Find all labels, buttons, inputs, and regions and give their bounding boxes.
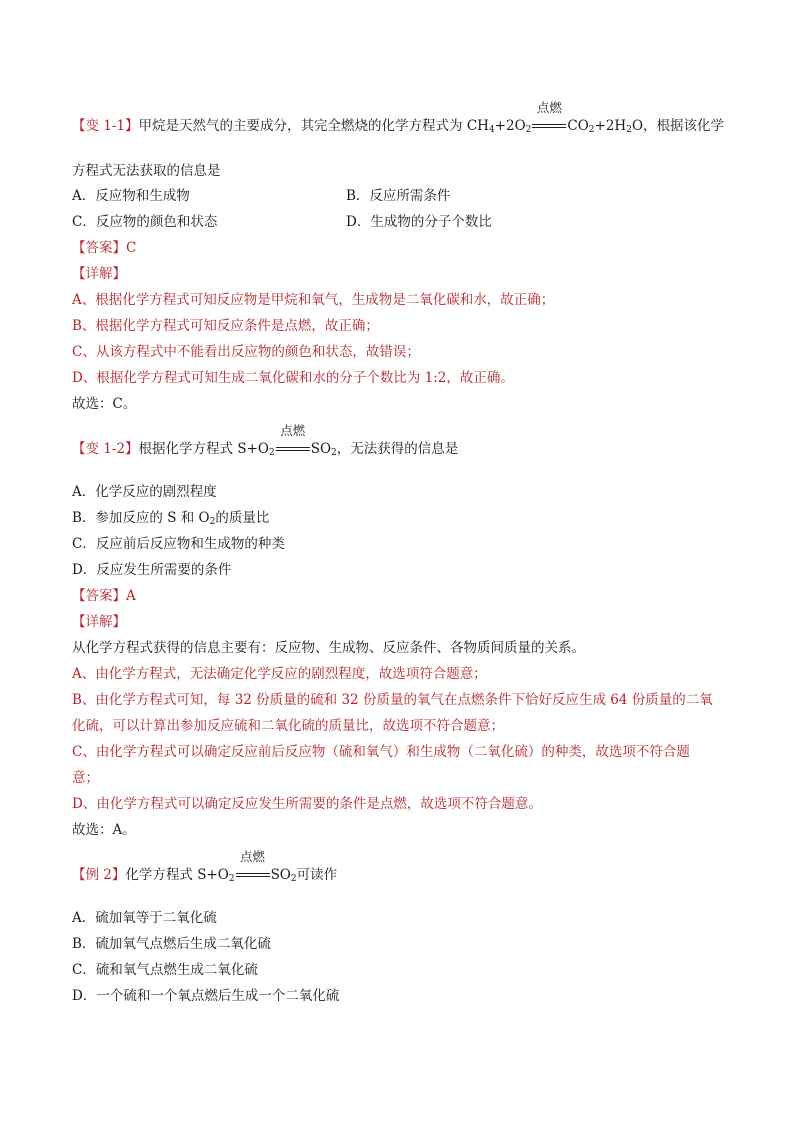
q2-option-a[interactable]: A．化学反应的剧烈程度 bbox=[72, 484, 217, 500]
q2-detail-b2: 化硫，可以计算出参加反应硫和二氧化硫的质量比，故选项不符合题意； bbox=[72, 718, 504, 734]
q2-reaction-arrow bbox=[276, 422, 310, 455]
q1-stem-line2: 方程式无法获取的信息是 bbox=[72, 163, 221, 179]
q2-detail-label: 【详解】 bbox=[72, 614, 126, 630]
q1-detail-b: B、根据化学方程式可知反应条件是点燃，故正确； bbox=[72, 318, 379, 334]
q3-option-b[interactable]: B．硫加氧气点燃后生成二氧化硫 bbox=[72, 936, 271, 952]
q1-eq-o: O bbox=[631, 118, 644, 134]
q1-option-a[interactable]: A．反应物和生成物 bbox=[72, 188, 190, 204]
q2-answer-label: 【答案】 bbox=[72, 588, 126, 604]
q2-detail-c1: C、由化学方程式可以确定反应前后反应物（硫和氧气）和生成物（二氧化硫）的种类，故选项不符合题 bbox=[72, 744, 690, 760]
q3-tag: 【例 2】 bbox=[72, 867, 126, 883]
q3-condition: 点燃 bbox=[240, 848, 266, 864]
q1-eq-sub-4: 4 bbox=[488, 125, 495, 135]
q2-detail-a: A、由化学方程式，无法确定化学反应的剧烈程度，故选项符合题意； bbox=[72, 666, 487, 682]
q3-option-a[interactable]: A．硫加氧等于二氧化硫 bbox=[72, 910, 217, 926]
q2-option-b[interactable] bbox=[72, 508, 269, 528]
q1-condition: 点燃 bbox=[536, 99, 562, 115]
q2-eq-left: S+O bbox=[237, 441, 269, 457]
q1-stem-text: 甲烷是天然气的主要成分，其完全燃烧的化学方程式为 bbox=[138, 118, 467, 134]
q2-option-c[interactable]: C．反应前后反应物和生成物的种类 bbox=[72, 536, 285, 552]
q1-eq-co: CO bbox=[567, 118, 589, 134]
q2-detail-d: D、由化学方程式可以确定反应发生所需要的条件是点燃，故选项不符合题意。 bbox=[72, 796, 542, 812]
q3-option-c[interactable]: C．硫和氧气点燃生成二氧化硫 bbox=[72, 962, 258, 978]
q2-eq-sub-b: 2 bbox=[331, 448, 337, 458]
q3-stem-tail: 可读作 bbox=[296, 867, 338, 883]
q1-detail-c: C、从该方程式中不能看出反应物的颜色和状态，故错误； bbox=[72, 344, 420, 360]
q2-answer bbox=[72, 586, 136, 606]
q3-eq-sub-b: 2 bbox=[290, 874, 297, 884]
q3-stem-text: 化学方程式 bbox=[125, 867, 198, 883]
q1-eq-ch: CH bbox=[466, 118, 489, 134]
q1-conclusion: 故选：C。 bbox=[72, 396, 137, 412]
q1-detail-a: A、根据化学方程式可知反应物是甲烷和氧气，生成物是二氧化碳和水，故正确； bbox=[72, 292, 555, 308]
q2-eq-sub-a: 2 bbox=[268, 448, 275, 458]
q1-eq-o2: +2O bbox=[494, 118, 526, 134]
q2-detail-b1: B、由化学方程式可知，每 32 份质量的硫和 32 份质量的氧气在点燃条件下恰好反应生成 64 份质量的二氧 bbox=[72, 692, 713, 708]
q2-option-b-sub: 2 bbox=[209, 517, 216, 527]
q1-stem-tail: ，根据该化学 bbox=[643, 118, 725, 134]
q1-option-b[interactable]: B．反应所需条件 bbox=[346, 188, 451, 204]
q2-stem-text: 根据化学方程式 bbox=[138, 441, 238, 457]
q1-option-c[interactable]: C．反应物的颜色和状态 bbox=[72, 214, 218, 230]
q3-equation bbox=[197, 848, 297, 885]
q3-eq-right: SO bbox=[270, 867, 291, 883]
q2-eq-right: SO bbox=[310, 441, 332, 457]
q2-option-b-text: B．参加反应的 S 和 O bbox=[72, 510, 210, 526]
q1-eq-h: +2H bbox=[594, 118, 627, 134]
q3-reaction-arrow bbox=[236, 848, 270, 881]
q1-eq-sub-2c: 2 bbox=[626, 125, 632, 135]
q1-eq-sub-2b: 2 bbox=[588, 125, 595, 135]
q1-answer-value: C bbox=[126, 240, 137, 256]
q1-equation bbox=[466, 99, 644, 136]
q2-detail-c2: 意； bbox=[72, 770, 99, 786]
q1-option-d[interactable]: D．生成物的分子个数比 bbox=[346, 214, 492, 230]
q3-option-d[interactable]: D．一个硫和一个氧点燃后生成一个二氧化硫 bbox=[72, 988, 340, 1004]
q2-option-b-tail: 的质量比 bbox=[215, 510, 270, 526]
q1-answer-label: 【答案】 bbox=[72, 240, 126, 256]
q2-stem-tail: ，无法获得的信息是 bbox=[336, 441, 459, 457]
q1-detail-d: D、根据化学方程式可知生成二氧化碳和水的分子个数比为 1:2，故正确。 bbox=[72, 370, 514, 386]
q2-condition: 点燃 bbox=[280, 422, 306, 438]
q3-eq-left: S+O bbox=[197, 867, 229, 883]
q1-eq-sub-2a: 2 bbox=[525, 125, 532, 135]
q1-detail-label: 【详解】 bbox=[72, 266, 126, 282]
q1-reaction-arrow bbox=[532, 99, 566, 132]
q1-tag: 【变 1-1】 bbox=[72, 118, 139, 134]
q2-answer-value: A bbox=[126, 588, 136, 604]
q2-detail-intro: 从化学方程式获得的信息主要有：反应物、生成物、反应条件、各物质间质量的关系。 bbox=[72, 640, 585, 656]
q2-tag: 【变 1-2】 bbox=[72, 441, 139, 457]
q2-stem bbox=[72, 422, 459, 459]
q1-answer bbox=[72, 238, 136, 258]
q2-equation bbox=[237, 422, 337, 459]
q1-stem-line1 bbox=[72, 99, 725, 136]
q3-stem bbox=[72, 848, 338, 885]
q2-option-d[interactable]: D．反应发生所需要的条件 bbox=[72, 562, 232, 578]
q2-conclusion: 故选：A。 bbox=[72, 822, 136, 838]
q3-eq-sub-a: 2 bbox=[228, 874, 235, 884]
